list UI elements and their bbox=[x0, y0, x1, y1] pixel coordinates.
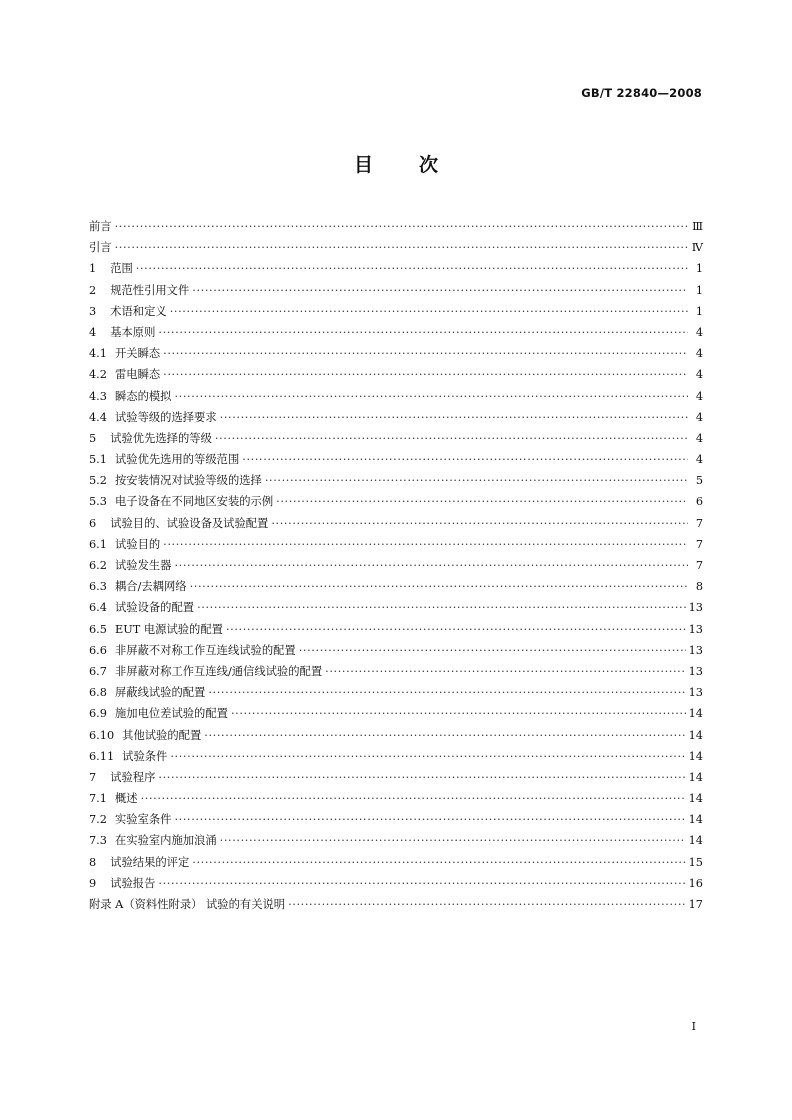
toc-entry-page: 15 bbox=[688, 855, 703, 869]
toc-entry-label: 瞬态的模拟 bbox=[114, 389, 172, 403]
toc-entry[interactable] bbox=[89, 896, 703, 917]
toc-entry-number: 5.3 bbox=[89, 495, 107, 509]
toc-entry-label: 概述 bbox=[114, 792, 138, 806]
toc-entry-page: 14 bbox=[688, 792, 703, 806]
toc-leader-dots bbox=[192, 284, 688, 297]
toc-entry-number: 7.3 bbox=[89, 834, 107, 848]
toc-entry-number: 6.4 bbox=[89, 601, 107, 615]
toc-entry-number: 4.2 bbox=[89, 368, 107, 382]
toc-entry-label: 试验程序 bbox=[110, 770, 156, 784]
toc-entry[interactable] bbox=[89, 705, 703, 726]
toc-entry-label: 雷电瞬态 bbox=[114, 368, 161, 382]
toc-entry-label: 试验等级的选择要求 bbox=[114, 410, 217, 424]
toc-entry[interactable] bbox=[89, 599, 703, 620]
toc-entry[interactable] bbox=[89, 472, 703, 493]
toc-entry-number: 4.1 bbox=[89, 347, 107, 361]
toc-leader-dots bbox=[163, 538, 688, 551]
toc-entry-page: 1 bbox=[695, 283, 703, 297]
toc-entry-page: 6 bbox=[695, 495, 703, 509]
toc-entry-number: 6.2 bbox=[89, 559, 107, 572]
toc-entry-page: 4 bbox=[695, 325, 703, 339]
toc-entry[interactable] bbox=[89, 218, 703, 239]
toc-entry-page: 4 bbox=[695, 368, 703, 382]
toc-entry-number: 7.2 bbox=[89, 813, 107, 827]
toc-entry-label: 试验结果的评定 bbox=[110, 855, 190, 869]
toc-entry-number: 8 bbox=[89, 855, 97, 869]
toc-entry-number: 5.1 bbox=[89, 453, 107, 467]
toc-entry-page: 14 bbox=[688, 728, 703, 742]
toc-entry[interactable] bbox=[89, 493, 703, 514]
toc-leader-dots bbox=[192, 856, 685, 869]
toc-entry-page: 7 bbox=[695, 516, 703, 530]
toc-entry-label: EUT 电源试验的配置 bbox=[114, 622, 223, 636]
toc-entry[interactable] bbox=[89, 727, 703, 748]
toc-entry[interactable] bbox=[89, 515, 703, 536]
toc-leader-dots bbox=[197, 601, 686, 614]
toc-entry[interactable] bbox=[89, 832, 703, 853]
toc-entry-number: 4 bbox=[89, 325, 97, 339]
toc-entry-page: 5 bbox=[695, 474, 703, 488]
toc-leader-dots bbox=[231, 707, 686, 720]
toc-entry-label: 电子设备在不同地区安装的示例 bbox=[114, 495, 274, 509]
toc-entry[interactable] bbox=[89, 811, 703, 832]
toc-leader-dots bbox=[208, 686, 685, 699]
toc-entry-page: Ⅲ bbox=[692, 220, 703, 233]
toc-entry-page: 1 bbox=[695, 304, 703, 318]
toc-entry-label: 试验报告 bbox=[110, 876, 156, 890]
toc-entry-label: 非屏蔽不对称工作互连线试验的配置 bbox=[114, 643, 296, 657]
toc-entry[interactable] bbox=[89, 430, 703, 451]
toc-entry-label: 试验发生器 bbox=[114, 559, 172, 572]
toc-entry-page: 7 bbox=[695, 537, 703, 551]
toc-entry[interactable] bbox=[89, 303, 703, 324]
toc-leader-dots bbox=[115, 220, 688, 233]
toc-entry-label: 引言 bbox=[89, 241, 112, 255]
toc-entry-page: 4 bbox=[695, 431, 703, 445]
toc-entry-page: 14 bbox=[688, 834, 703, 848]
toc-leader-dots bbox=[226, 623, 686, 636]
toc-entry-page: 14 bbox=[688, 707, 703, 721]
toc-leader-dots bbox=[158, 326, 688, 339]
toc-entry-number: 6.1 bbox=[89, 537, 107, 551]
toc-leader-dots bbox=[136, 262, 688, 275]
toc-entry-number: 5.2 bbox=[89, 474, 107, 488]
toc-entry-page: 7 bbox=[695, 559, 703, 572]
toc-entry-page: 4 bbox=[695, 410, 703, 424]
toc-entry-page: 1 bbox=[695, 262, 703, 276]
toc-entry-number: 6.8 bbox=[89, 686, 107, 700]
toc-entry-label: 规范性引用文件 bbox=[110, 283, 190, 297]
page-title bbox=[0, 150, 792, 177]
toc-entry-label: 试验目的 bbox=[114, 537, 161, 551]
toc-leader-dots bbox=[242, 453, 688, 466]
toc-entry-page: 16 bbox=[688, 876, 703, 890]
toc-entry[interactable] bbox=[89, 621, 703, 642]
toc-entry-number: 7 bbox=[89, 770, 97, 784]
toc-entry-number: 6.6 bbox=[89, 643, 107, 657]
toc-leader-dots bbox=[299, 644, 686, 657]
toc-leader-dots bbox=[158, 877, 685, 890]
toc-entry[interactable] bbox=[89, 388, 703, 409]
toc-entry[interactable] bbox=[89, 239, 703, 260]
toc-leader-dots bbox=[220, 411, 688, 424]
toc-entry[interactable] bbox=[89, 282, 703, 303]
toc-entry-label: 试验优先选择的等级 bbox=[110, 431, 212, 445]
toc-entry-label: 施加电位差试验的配置 bbox=[114, 707, 228, 721]
toc-entry[interactable] bbox=[89, 578, 703, 599]
toc-entry[interactable] bbox=[89, 854, 703, 875]
toc-entry[interactable] bbox=[89, 642, 703, 663]
toc-entry-page: 14 bbox=[688, 770, 703, 784]
toc-entry-label: 前言 bbox=[89, 220, 112, 233]
toc-entry-label: 基本原则 bbox=[110, 325, 156, 339]
toc-entry-page: 13 bbox=[688, 686, 703, 700]
toc-leader-dots bbox=[163, 368, 688, 381]
toc-entry[interactable] bbox=[89, 684, 703, 705]
toc-entry-page: 4 bbox=[695, 347, 703, 361]
toc-leader-dots bbox=[325, 665, 686, 678]
toc-entry[interactable] bbox=[89, 769, 703, 790]
toc-entry-label: 实验室条件 bbox=[114, 813, 172, 827]
toc-leader-dots bbox=[115, 241, 688, 254]
toc-entry[interactable] bbox=[89, 536, 703, 557]
toc-entry-label: 试验条件 bbox=[122, 749, 168, 763]
toc-entry[interactable] bbox=[89, 366, 703, 387]
title-char-2: 次 bbox=[419, 154, 439, 176]
page-number: I bbox=[691, 1020, 696, 1033]
toc-leader-dots bbox=[215, 432, 688, 445]
toc-leader-dots bbox=[174, 559, 688, 572]
toc-entry-number: 2 bbox=[89, 283, 97, 297]
toc-entry[interactable] bbox=[89, 451, 703, 472]
toc-entry-page: 13 bbox=[688, 601, 703, 615]
toc-entry-number: 6.9 bbox=[89, 707, 107, 721]
toc-entry-number: 7.1 bbox=[89, 792, 107, 806]
toc-entry-label: 开关瞬态 bbox=[114, 347, 161, 361]
toc-entry-label: 范围 bbox=[110, 262, 133, 276]
toc-entry-number: 9 bbox=[89, 876, 97, 890]
toc-entry[interactable] bbox=[89, 409, 703, 430]
toc-entry-label: 按安装情况对试验等级的选择 bbox=[114, 474, 262, 488]
toc-entry-page: 4 bbox=[695, 389, 703, 403]
toc-entry-label: 其他试验的配置 bbox=[122, 728, 202, 742]
toc-entry-number: 5 bbox=[89, 431, 97, 445]
toc-leader-dots bbox=[141, 792, 686, 805]
toc-leader-dots bbox=[174, 813, 685, 826]
toc-entry-number: 6.10 bbox=[89, 728, 115, 742]
toc-entry-page: 13 bbox=[688, 664, 703, 678]
toc-entry-number: 6.11 bbox=[89, 749, 115, 763]
toc-entry-number: 4.4 bbox=[89, 410, 107, 424]
toc-entry-label: 耦合/去耦网络 bbox=[114, 580, 187, 594]
toc-entry-page: 14 bbox=[688, 749, 703, 763]
toc-entry-label: 术语和定义 bbox=[110, 304, 167, 318]
toc-entry-label: 附录 A（资料性附录） 试验的有关说明 bbox=[89, 898, 286, 911]
toc-entry-page: 17 bbox=[688, 898, 703, 911]
toc-entry-label: 非屏蔽对称工作互连线/通信线试验的配置 bbox=[114, 664, 323, 678]
toc-entry-label: 试验目的、试验设备及试验配置 bbox=[110, 516, 269, 530]
toc-entry[interactable] bbox=[89, 663, 703, 684]
toc-leader-dots bbox=[276, 495, 688, 508]
toc-leader-dots bbox=[220, 834, 686, 847]
toc-entry-label: 试验设备的配置 bbox=[114, 601, 195, 615]
toc-entry-number: 6.3 bbox=[89, 580, 107, 594]
toc-leader-dots bbox=[170, 305, 688, 318]
toc-leader-dots bbox=[190, 580, 688, 593]
toc-entry-number: 1 bbox=[89, 262, 97, 276]
toc-entry-label: 在实验室内施加浪涌 bbox=[114, 834, 217, 848]
toc-entry[interactable] bbox=[89, 748, 703, 769]
toc-entry-page: 4 bbox=[695, 453, 703, 467]
toc-leader-dots bbox=[204, 729, 685, 742]
toc-entry-number: 6.5 bbox=[89, 622, 107, 636]
toc-entry[interactable] bbox=[89, 875, 703, 896]
toc-entry-number: 6.7 bbox=[89, 664, 107, 678]
table-of-contents bbox=[89, 218, 703, 917]
toc-entry[interactable] bbox=[89, 557, 703, 578]
toc-entry-page: 14 bbox=[688, 813, 703, 827]
toc-leader-dots bbox=[265, 474, 688, 487]
toc-entry-label: 试验优先选用的等级范围 bbox=[114, 453, 240, 467]
toc-entry[interactable] bbox=[89, 345, 703, 366]
toc-entry[interactable] bbox=[89, 324, 703, 345]
title-char-1: 目 bbox=[353, 154, 373, 176]
toc-entry-page: Ⅳ bbox=[691, 241, 703, 255]
toc-leader-dots bbox=[163, 347, 688, 360]
toc-entry-number: 4.3 bbox=[89, 389, 107, 403]
toc-entry[interactable] bbox=[89, 790, 703, 811]
toc-leader-dots bbox=[271, 517, 688, 530]
toc-entry-page: 13 bbox=[688, 622, 703, 636]
toc-entry[interactable] bbox=[89, 260, 703, 281]
toc-entry-page: 13 bbox=[688, 643, 703, 657]
toc-entry-number: 3 bbox=[89, 304, 97, 318]
toc-leader-dots bbox=[170, 750, 685, 763]
toc-leader-dots bbox=[288, 898, 686, 911]
toc-leader-dots bbox=[174, 390, 688, 403]
toc-entry-label: 屏蔽线试验的配置 bbox=[114, 686, 206, 700]
toc-leader-dots bbox=[158, 771, 685, 784]
standard-code: GB/T 22840—2008 bbox=[581, 86, 702, 100]
toc-entry-number: 6 bbox=[89, 516, 97, 530]
toc-entry-page: 8 bbox=[695, 580, 703, 594]
